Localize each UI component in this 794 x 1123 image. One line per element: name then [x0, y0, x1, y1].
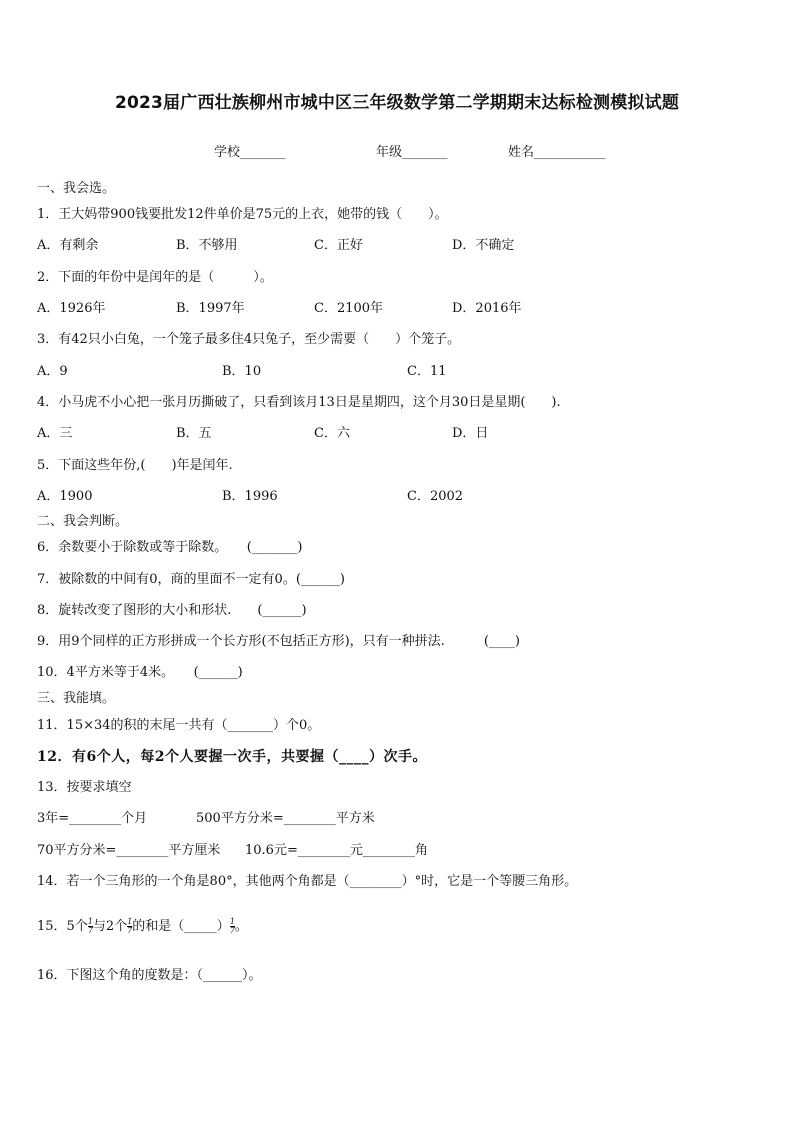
section-heading-choice: 一、我会选。: [37, 181, 116, 196]
question-1: 1．王大妈带900钱要批发12件单价是75元的上衣，她带的钱（ ）。: [37, 207, 448, 222]
fraction-numerator: 1: [127, 917, 133, 926]
question-12: 12．有6个人，每2个人要握一次手，共要握（____）次手。: [37, 749, 427, 765]
q1-option-d: D．不确定: [452, 238, 515, 253]
question-7: 7．被除数的中间有0，商的里面不一定有0。(______): [37, 572, 345, 587]
fraction-denominator: 7: [229, 926, 235, 935]
question-8: 8．旋转改变了图形的大小和形状. (______): [37, 603, 307, 618]
school-field: 学校_______: [214, 145, 286, 160]
question-10: 10．4平方米等于4米。 (______): [37, 665, 243, 680]
question-14: 14．若一个三角形的一个角是80°，其他两个角都是（________）°时，它是一个等腰三角形。: [37, 874, 578, 889]
q15-text-part3: 的和是（_____）: [132, 919, 230, 934]
question-3: 3．有42只小白兔，一个笼子最多住4只兔子，至少需要（ ）个笼子。: [37, 332, 461, 347]
q15-text-part2: 与2个: [92, 919, 128, 934]
q5-option-a: A．1900: [37, 489, 93, 504]
q15-text-part4: 。: [234, 919, 248, 934]
fraction-denominator: 7: [87, 926, 93, 935]
q1-option-c: C．正好: [314, 238, 363, 253]
q5-option-c: C．2002: [407, 489, 464, 504]
fraction-denominator: 7: [127, 926, 133, 935]
q2-option-a: A．1926年: [37, 301, 106, 316]
q4-option-c: C．六: [314, 426, 350, 441]
q4-option-a: A．三: [37, 426, 73, 441]
question-9: 9．用9个同样的正方形拼成一个长方形(不包括正方形)，只有一种拼法. (____): [37, 634, 520, 649]
question-6: 6．余数要小于除数或等于除数。 (_______): [37, 540, 303, 555]
fraction-numerator: 1: [229, 917, 235, 926]
question-11: 11．15×34的积的末尾一共有（_______）个0。: [37, 718, 321, 733]
q5-option-b: B．1996: [222, 489, 278, 504]
page-title: 2023届广西壮族柳州市城中区三年级数学第二学期期末达标检测模拟试题: [114, 93, 680, 113]
fraction-numerator: 1: [87, 917, 93, 926]
question-13: 13．按要求填空: [37, 780, 132, 795]
q4-option-d: D．日: [452, 426, 489, 441]
name-field: 姓名___________: [508, 145, 606, 160]
q13-blank-square-centimeters: 70平方分米=________平方厘米: [37, 843, 221, 858]
q4-option-b: B．五: [176, 426, 212, 441]
q3-option-b: B．10: [222, 364, 262, 379]
q2-option-c: C．2100年: [314, 301, 384, 316]
q2-option-b: B．1997年: [176, 301, 245, 316]
q3-option-a: A．9: [37, 364, 68, 379]
question-16: 16．下图这个角的度数是：（______）。: [37, 968, 262, 983]
section-heading-fill: 三、我能填。: [37, 691, 116, 706]
q1-option-a: A．有剩余: [37, 238, 99, 253]
question-4: 4．小马虎不小心把一张月历撕破了，只看到该月13日是星期四，这个月30日是星期( ).: [37, 395, 561, 410]
q2-option-d: D．2016年: [452, 301, 522, 316]
q13-blank-months: 3年=________个月: [37, 811, 148, 826]
question-15: [37, 918, 248, 936]
q13-blank-square-meters: 500平方分米=________平方米: [196, 811, 375, 826]
question-2: 2．下面的年份中是闰年的是（ ）。: [37, 270, 273, 285]
section-heading-judge: 二、我会判断。: [37, 514, 129, 529]
q13-blank-yuan-jiao: 10.6元=________元________角: [245, 843, 428, 858]
question-5: 5．下面这些年份,( )年是闰年.: [37, 458, 233, 473]
q1-option-b: B．不够用: [176, 238, 238, 253]
grade-field: 年级_______: [376, 145, 448, 160]
q15-text-part1: 15．5个: [37, 919, 88, 934]
q3-option-c: C．11: [407, 364, 447, 379]
